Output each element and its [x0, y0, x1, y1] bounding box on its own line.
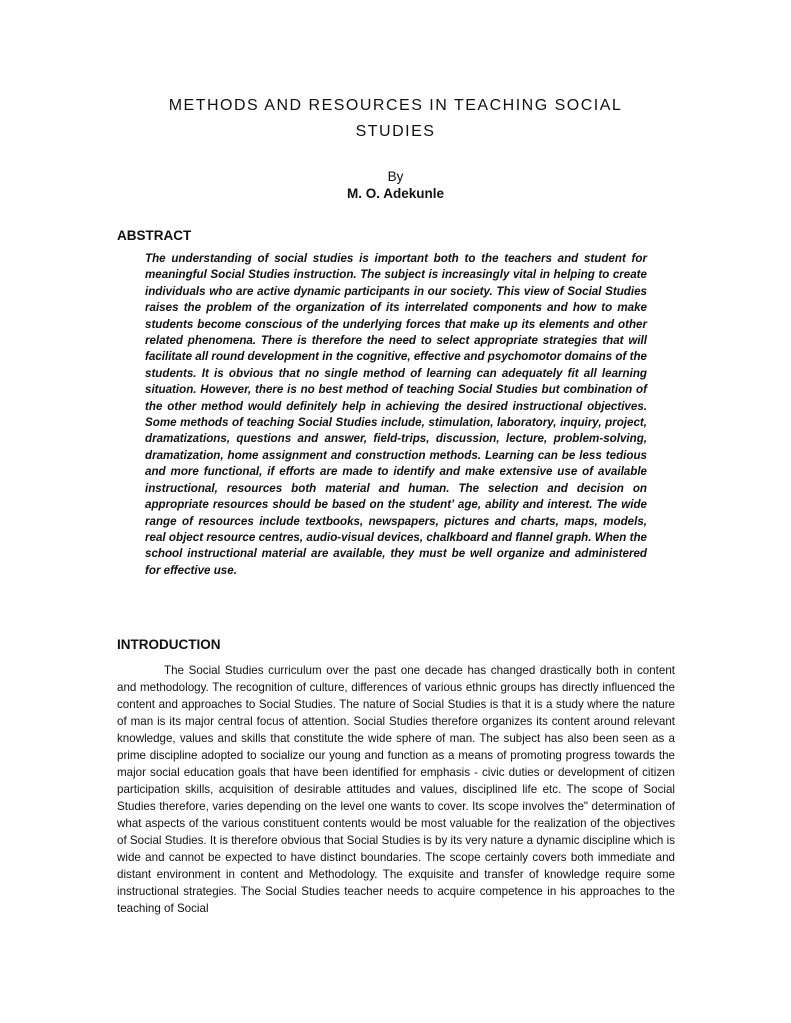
author-name: M. O. Adekunle	[346, 186, 444, 201]
by-label: By	[387, 169, 404, 184]
abstract-heading: ABSTRACT	[117, 228, 192, 243]
introduction-heading: INTRODUCTION	[117, 637, 221, 652]
paper-title: METHODS AND RESOURCES IN TEACHING SOCIAL STUDIES	[168, 97, 623, 140]
abstract-text: The understanding of social studies is important both to the teachers and student for meaningful Social Studies instruction. The subject is increasingly vital in helping to create individuals who are active dynamic participants in our society. This view of Social Studies raises the problem of the organization of its interrelated components and how to make students become conscious of the underlying forces that make up its elements and other related phenomena. There is therefore the need to select appropriate strategies that will facilitate all round development in the cognitive, effective and psychomotor domains of the students. It is obvious that no single method of learning can adequately fit all learning situation. However, there is no best method of teaching Social Studies but combination of the other method would definitely help in achieving the desired instructional objectives. Some methods of teaching Social Studies include, stimulation, laboratory, inquiry, project, dramatizations, questions and answer, field-trips, discussion, lecture, problem-solving, dramatization, home assignment and construction methods. Learning can be less tedious and more functional, if efforts are made to identify and make extensive use of available instructional, resources both material and human. The selection and decision on appropriate resources should be based on the student’ age, ability and interest. The wide range of resources include textbooks, newspapers, pictures and charts, maps, models, real object resource centres, audio-visual devices, chalkboard and flannel graph. When the school instructional material are available, they must be well organize and administered for effective use.	[145, 252, 647, 577]
introduction-text: The Social Studies curriculum over the past one decade has changed drastically both in content and methodology. The recognition of culture, differences of various ethnic groups has directly influenced the content and approaches to Social Studies. The nature of Social Studies is that it is a study where the nature of man is its major central focus of attention. Social Studies therefore organizes its content around relevant knowledge, values and skills that constitute the wide sphere of man. The subject has also been seen as a prime discipline adopted to socialize our young and function as a means of promoting progress towards the major social education goals that have been identified for emphasis - civic duties or development of citizen participation skills, acquisition of desirable attitudes and values, disciplined life etc. The scope of Social Studies therefore, varies depending on the level one wants to cover. Its scope involves the" determination of what aspects of the various constituent contents would be most valuable for the realization of the objectives of Social Studies. It is therefore obvious that Social Studies is by its very nature a dynamic discipline which is wide and cannot be expected to have distinct boundaries. The scope certainly covers both immediate and distant environment in content and Methodology. The exquisite and transfer of knowledge require some instructional strategies. The Social Studies teacher needs to acquire competence in his approaches to the teaching of Social	[117, 664, 675, 915]
